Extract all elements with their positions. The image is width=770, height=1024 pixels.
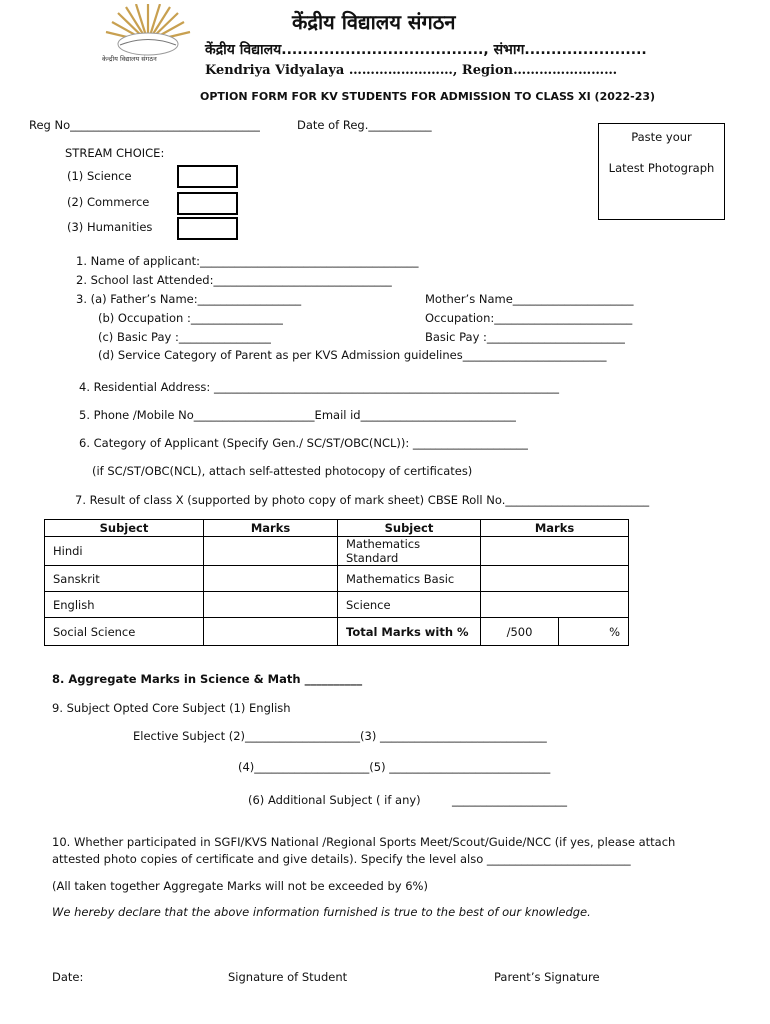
elective-subject-line-1[interactable]: Elective Subject (2)____________________(3) _____________________________ [133, 729, 547, 743]
col-header-marks-2: Marks [481, 520, 629, 537]
service-category-field[interactable]: (d) Service Category of Parent as per KVS Admission guidelines_________________________ [98, 348, 607, 362]
percent-cell[interactable]: % [559, 618, 629, 646]
applicant-name-field[interactable]: 1. Name of applicant:______________________________________ [76, 254, 419, 268]
mother-occupation-field[interactable]: Occupation:________________________ [425, 311, 633, 325]
school-last-attended-field[interactable]: 2. School last Attended:_______________________________ [76, 273, 392, 287]
form-title: OPTION FORM FOR KV STUDENTS FOR ADMISSION TO CLASS XI (2022-23) [200, 90, 656, 103]
subject-cell: Hindi [45, 537, 204, 566]
additional-subject-field[interactable]: ____________________ [452, 793, 567, 807]
father-occupation-field[interactable]: (b) Occupation :________________ [98, 311, 283, 325]
marks-cell[interactable] [204, 618, 338, 646]
col-header-subject: Subject [45, 520, 204, 537]
mother-name-field[interactable]: Mother’s Name_____________________ [425, 292, 634, 306]
marks-cell[interactable] [204, 537, 338, 566]
table-row [45, 566, 629, 592]
subject-cell: Mathematics Basic [338, 566, 481, 592]
stream-option-humanities: (3) Humanities [67, 220, 153, 234]
parent-signature-label: Parent’s Signature [494, 970, 600, 984]
marks-cell[interactable] [204, 566, 338, 592]
marks-cell[interactable] [481, 537, 629, 566]
total-out-of[interactable]: /500 [481, 618, 559, 646]
marks-cell[interactable] [481, 566, 629, 592]
father-name-field[interactable]: 3. (a) Father’s Name:__________________ [76, 292, 302, 306]
marks-table [44, 519, 629, 646]
subject-cell: English [45, 592, 204, 618]
class-x-result-field[interactable]: 7. Result of class X (supported by photo copy of mark sheet) CBSE Roll No._________________________ [75, 493, 650, 507]
logo-caption: केन्द्रीय विद्यालय संगठन [102, 55, 157, 63]
hindi-kv-line: केंद्रीय विद्यालय......................................, संभाग....................... [205, 42, 647, 58]
commerce-checkbox[interactable] [177, 192, 238, 215]
stream-option-science: (1) Science [67, 169, 132, 183]
residential-address-field[interactable]: 4. Residential Address: ____________________________________________________________ [79, 380, 559, 394]
declaration-text: We hereby declare that the above information furnished is true to the best of our knowledge. [52, 905, 591, 919]
core-subject-line: 9. Subject Opted Core Subject (1) English [52, 701, 291, 715]
col-header-subject-2: Subject [338, 520, 481, 537]
marks-cell[interactable] [204, 592, 338, 618]
phone-email-field[interactable]: 5. Phone /Mobile No_____________________Email id___________________________ [79, 408, 516, 422]
col-header-marks: Marks [204, 520, 338, 537]
father-basic-pay-field[interactable]: (c) Basic Pay :________________ [98, 330, 271, 344]
subject-cell: Science [338, 592, 481, 618]
aggregate-marks-field[interactable]: 8. Aggregate Marks in Science & Math __________ [52, 672, 363, 686]
subject-cell: Social Science [45, 618, 204, 646]
photo-label-2: Latest Photograph [608, 161, 715, 175]
table-row-total [45, 618, 629, 646]
category-field[interactable]: 6. Category of Applicant (Specify Gen./ SC/ST/OBC(NCL)): ____________________ [79, 436, 528, 450]
humanities-checkbox[interactable] [177, 217, 238, 240]
subject-cell: Mathematics Standard [338, 537, 481, 566]
mother-basic-pay-field[interactable]: Basic Pay :________________________ [425, 330, 625, 344]
elective-subject-line-2[interactable]: (4)____________________(5) ____________________________ [238, 760, 551, 774]
date-label: Date: [52, 970, 84, 984]
sports-participation-line-1: 10. Whether participated in SGFI/KVS National /Regional Sports Meet/Scout/Guide/NCC (if yes, please attach [52, 835, 676, 849]
marks-cell[interactable] [481, 592, 629, 618]
science-checkbox[interactable] [177, 165, 238, 188]
reg-no-field[interactable]: Reg No_________________________________ [29, 118, 260, 132]
total-marks-label: Total Marks with % [338, 618, 481, 646]
additional-subject-label: (6) Additional Subject ( if any) [248, 793, 421, 807]
hindi-title: केंद्रीय विद्यालय संगठन [292, 10, 456, 34]
table-header-row [45, 520, 629, 537]
category-note: (if SC/ST/OBC(NCL), attach self-attested photocopy of certificates) [92, 464, 473, 478]
sports-participation-line-2[interactable]: attested photo copies of certificate and give details). Specify the level also _________________________ [52, 852, 631, 866]
table-row [45, 592, 629, 618]
date-of-reg-field[interactable]: Date of Reg.___________ [297, 118, 432, 132]
student-signature-label: Signature of Student [228, 970, 348, 984]
subject-cell: Sanskrit [45, 566, 204, 592]
kvs-logo [98, 4, 198, 66]
photo-label-1: Paste your [631, 130, 692, 144]
english-kv-line: Kendriya Vidyalaya ……………………, Region…………………… [205, 63, 618, 78]
stream-heading: STREAM CHOICE: [65, 146, 165, 160]
aggregate-note: (All taken together Aggregate Marks will not be exceeded by 6%) [52, 879, 428, 893]
table-row [45, 537, 629, 566]
photo-box[interactable] [598, 123, 725, 220]
stream-option-commerce: (2) Commerce [67, 195, 150, 209]
